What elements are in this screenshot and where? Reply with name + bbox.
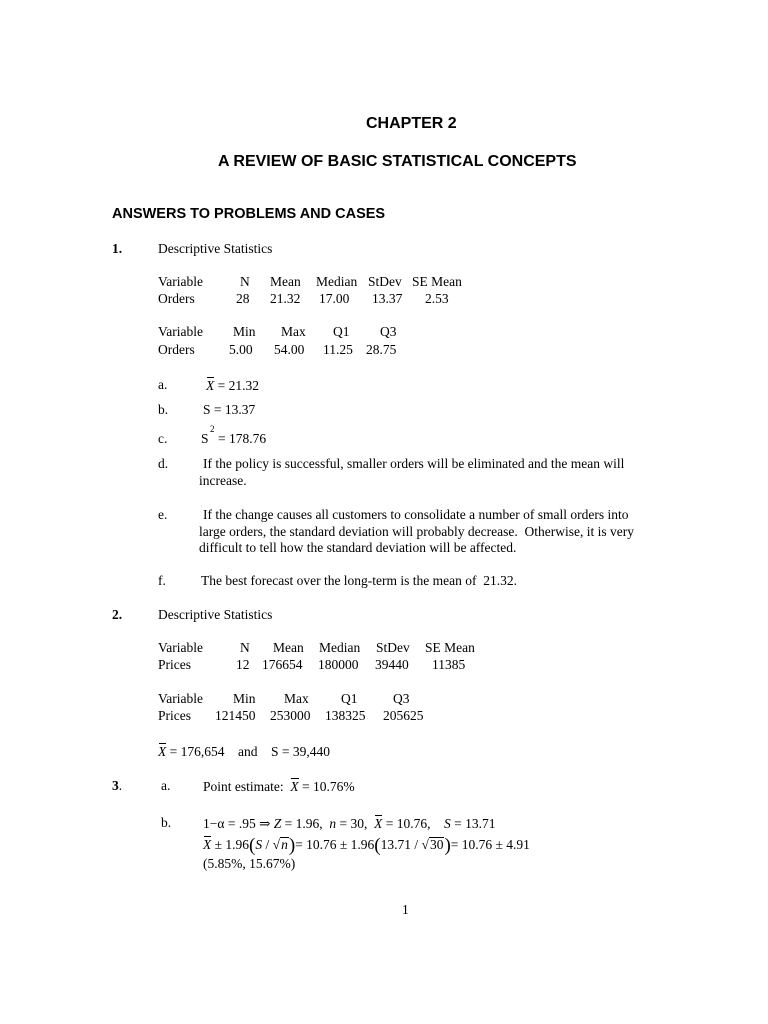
- x-bar-symbol: X: [290, 779, 299, 794]
- table-header: SE Mean: [425, 640, 475, 655]
- table-cell: 205625: [383, 708, 424, 723]
- answer-e-line: difficult to tell how the standard deviation will be affected.: [199, 540, 517, 555]
- item-label: b.: [158, 402, 169, 417]
- answer-b-line3: (5.85%, 15.67%): [203, 856, 296, 871]
- table-header: Q3: [380, 324, 397, 339]
- table-header: N: [240, 274, 250, 289]
- implies-symbol: ⇒: [259, 816, 271, 831]
- table-header: Q1: [341, 691, 358, 706]
- item-label: b.: [161, 815, 172, 830]
- table-cell: 21.32: [270, 291, 301, 306]
- answer-f: The best forecast over the long-term is the mean of 21.32.: [201, 573, 518, 588]
- answer-a: Point estimate: X = 10.76%: [203, 779, 355, 794]
- answer-e-line: If the change causes all customers to consolidate a number of small orders into: [203, 507, 629, 522]
- item-label: a.: [158, 377, 168, 392]
- table-cell: Orders: [158, 291, 195, 306]
- x-bar-symbol: X: [203, 837, 212, 852]
- table-cell: 17.00: [319, 291, 350, 306]
- table-cell: 2.53: [425, 291, 449, 306]
- table-header: Median: [316, 274, 358, 289]
- item-label: e.: [158, 507, 168, 522]
- item-label: c.: [158, 431, 168, 446]
- table-header: Variable: [158, 274, 203, 289]
- section-heading: ANSWERS TO PROBLEMS AND CASES: [112, 206, 386, 222]
- table-header: N: [240, 640, 250, 655]
- table-cell: 11385: [432, 657, 466, 672]
- chapter-heading: CHAPTER 2: [366, 115, 457, 132]
- table-header: Median: [319, 640, 361, 655]
- item-label: f.: [158, 573, 166, 588]
- answer-d-line: If the policy is successful, smaller orders will be eliminated and the mean will: [203, 456, 625, 471]
- item-label: a.: [161, 778, 171, 793]
- table-cell: 5.00: [229, 342, 253, 357]
- table-header: StDev: [368, 274, 402, 289]
- page-title: A REVIEW OF BASIC STATISTICAL CONCEPTS: [218, 153, 577, 170]
- table-cell: 11.25: [323, 342, 353, 357]
- table-header: Min: [233, 324, 256, 339]
- item-label: d.: [158, 456, 169, 471]
- table-header: SE Mean: [412, 274, 462, 289]
- table-header: Max: [281, 324, 306, 339]
- table-cell: 28: [236, 291, 250, 306]
- page-number: 1: [402, 902, 409, 917]
- answer-a: X = 21.32: [206, 378, 259, 393]
- table-header: Variable: [158, 324, 203, 339]
- sqrt-30: 30: [429, 837, 444, 852]
- answer-c: = 178.76: [218, 431, 267, 446]
- table-cell: 39440: [375, 657, 409, 672]
- table-cell: 28.75: [366, 342, 397, 357]
- answer-d-line: increase.: [199, 473, 247, 488]
- table-header: Mean: [270, 274, 301, 289]
- answer-e-line: large orders, the standard deviation will probably decrease. Otherwise, it is very: [199, 524, 634, 539]
- table-header: Q1: [333, 324, 350, 339]
- table-cell: 12: [236, 657, 250, 672]
- table-header: StDev: [376, 640, 410, 655]
- table-cell: 176654: [262, 657, 303, 672]
- problem-number: 1.: [112, 241, 123, 256]
- answer-b: S = 13.37: [203, 402, 256, 417]
- problem-number: 2.: [112, 607, 123, 622]
- table-cell: 253000: [270, 708, 311, 723]
- x-bar-symbol: X: [374, 816, 383, 831]
- problem-heading: Descriptive Statistics: [158, 241, 273, 256]
- table-cell: 54.00: [274, 342, 305, 357]
- answer-b-line2: X ± 1.96(S / √n)= 10.76 ± 1.96(13.71 / √30)= 10.76 ± 4.91: [203, 835, 530, 856]
- table-cell: 138325: [325, 708, 366, 723]
- table-cell: 121450: [215, 708, 256, 723]
- table-header: Variable: [158, 691, 203, 706]
- table-header: Max: [284, 691, 309, 706]
- sqrt-n: n: [281, 837, 288, 852]
- table-header: Variable: [158, 640, 203, 655]
- problem-heading: Descriptive Statistics: [158, 607, 273, 622]
- table-cell: 180000: [318, 657, 359, 672]
- superscript-two: 2: [210, 424, 215, 434]
- answer-c-symbol: S: [201, 431, 209, 446]
- problem-number: 3.: [112, 778, 123, 793]
- summary-line: X = 176,654 and S = 39,440: [158, 744, 330, 759]
- table-cell: Orders: [158, 342, 195, 357]
- x-bar-symbol: X: [158, 744, 167, 759]
- x-bar-symbol: X: [206, 378, 215, 393]
- answer-b-line1: 1−α = .95 ⇒ Z = 1.96, n = 30, X = 10.76, S = 13.71: [203, 816, 496, 831]
- table-header: Mean: [273, 640, 304, 655]
- table-cell: 13.37: [372, 291, 403, 306]
- table-header: Min: [233, 691, 256, 706]
- table-cell: Prices: [158, 657, 191, 672]
- table-cell: Prices: [158, 708, 191, 723]
- table-header: Q3: [393, 691, 410, 706]
